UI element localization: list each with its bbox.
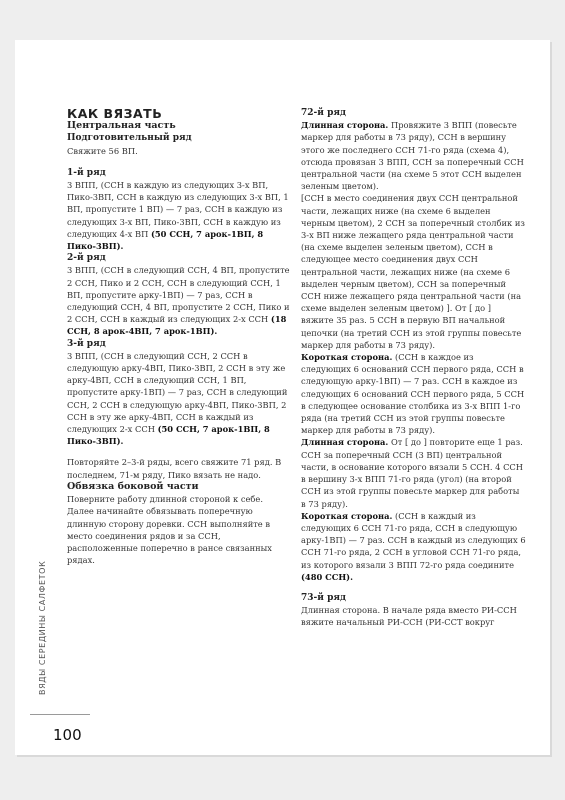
long-side-1-label: Длинная сторона. <box>301 120 389 131</box>
row3-text: 3 ВПП, (ССН в следующий ССН, 2 ССН в следующую арку-4ВП, Пико-3ВП, 2 ССН в эту же арку-4ВП, ССН в следующий ССН, 1 ВП, пропустите арку-1ВП) — 7 раз, ССН в следующий ССН, 2 ССН в следующую арку-4ВП, Пико-3ВП, 2 ССН в эту же арку-4ВП, ССН в каждый из следующих 2-х ССН <box>67 350 288 435</box>
page-number: 100 <box>53 726 82 744</box>
long-side-1-text: Провяжите 3 ВПП (повесьте маркер для работы в 73 ряду), ССН в вершину этого же последнего ССН 71-го ряда (схема 4), отсюда провязан 3 ВПП, ССН за поперечный ССН центральной части (на схеме 5 этот ССН выделен зеленым цветом). <box>301 120 524 192</box>
short-side-2-label: Короткая сторона. <box>301 510 393 521</box>
short-side-1 <box>301 351 526 436</box>
long-side-2-label: Длинная сторона. <box>301 437 389 448</box>
repeat-text: Повторяйте 2–3-й ряды, всего свяжите 71 ряд. В последнем, 71-м ряду, Пико вязать не надо. <box>67 457 282 480</box>
page-title: КАК ВЯЗАТЬ <box>67 106 163 121</box>
prep-row-heading: Подготовительный ряд <box>67 133 192 144</box>
row73-text: Длинная сторона. В начале ряда вместо РИ-ССН вяжите начальный РИ-ССН (РИ-ССТ вокруг <box>301 605 517 628</box>
row2-heading: 2-й ряд <box>67 253 106 264</box>
row3-paragraph <box>67 350 292 448</box>
left-column <box>67 108 292 566</box>
side-running-title: ВЯДЫ СЕРЕДИНЫ САЛФЕТОК <box>38 560 47 695</box>
row2-paragraph <box>67 264 292 337</box>
row3-total: (50 ССН, 7 арок-1ВП, 8 Пико-3ВП). <box>67 424 270 447</box>
right-column <box>301 107 526 629</box>
row2-total: (18 ССН, 8 арок-4ВП, 7 арок-1ВП). <box>67 314 287 337</box>
row1-paragraph <box>67 179 292 252</box>
short-side-2 <box>301 510 526 583</box>
long-side-1 <box>301 119 526 192</box>
section-heading-side: Обвязка боковой части <box>67 480 199 492</box>
short-side-2-total: (480 ССН). <box>301 571 353 582</box>
long-side-2-text: От [ до ] повторите еще 1 раз. ССН за поперечный ССН (3 ВП) центральной части, в основание которого вязали 5 ССН. 4 ССН в вершину 3-х ВПП 71-го ряда (угол) (на второй ССН из этой группы повесьте маркер для работы в 73 ряду). <box>301 437 524 509</box>
row2-text: 3 ВПП, (ССН в следующий ССН, 4 ВП, пропустите 2 ССН, Пико и 2 ССН, ССН в следующий ССН, 1 ВП, пропустите арку-1ВП) — 7 раз, ССН в следующий ССН, 4 ВП, пропустите 2 ССН, Пико и 2 ССН, ССН в каждый из следующих 2-х ССН <box>67 265 290 325</box>
short-side-1-text: (ССН в каждое из следующих 6 оснований ССН первого ряда, ССН в следующую арку-1ВП) — 7 раз. ССН в каждое из следующих 6 оснований ССН первого ряда, 5 ССН в следующее основание столбика из 3-х ВПП 1-го ряда (на третий ССН из этой группы повесьте маркер для работы в 73 ряду). <box>301 352 525 436</box>
footer-divider <box>30 714 90 715</box>
row3-heading: 3-й ряд <box>67 338 106 349</box>
row1-total: (50 ССН, 7 арок-1ВП, 8 Пико-3ВП). <box>67 228 264 252</box>
row1-heading: 1-й ряд <box>67 167 106 178</box>
row73-heading: 73-й ряд <box>301 592 347 603</box>
row1-text: 3 ВПП, (ССН в каждую из следующих 3-х ВП, Пико-3ВП, ССН в каждую из следующих 3-х ВП, 1 ВП, пропустите 1 ВП) — 7 раз, ССН в каждую из следующих 3-х ВП, Пико-3ВП, ССН в каждую из следующих 4-х ВП <box>67 180 289 239</box>
book-page <box>15 40 550 755</box>
side-text: Поверните работу длинной стороной к себе. Далее начинайте обвязывать поперечную длинную сторону доревки. ССН выполняйте в место соединения рядов и за ССН, расположенные поперечно в рансе связанных рядах. <box>67 494 272 566</box>
short-side-1-label: Короткая сторона. <box>301 352 393 363</box>
short-side-2-text: (ССН в каждый из следующих 6 ССН 71-го ряда, ССН в следующую арку-1ВП) — 7 раз. ССН в каждый из следующих 6 ССН 71-го ряда, 2 ССН в угловой ССН 71-го ряда, из которого вязали 3 ВПП 72-го ряда соедините <box>301 510 526 570</box>
long-side-2 <box>301 436 526 509</box>
section-heading-central: Центральная часть <box>67 120 176 132</box>
prep-row-text: Свяжите 56 ВП. <box>67 145 138 156</box>
row72-heading: 72-й ряд <box>301 108 347 118</box>
bracket-text: [ССН в место соединения двух ССН центральной части, лежащих ниже (на схеме 6 выделен черным цветом), 2 ССН за поперечный столбик из 3-х ВП ниже лежащего ряда центральной части (на схеме выделен зеленым цветом), ССН в следующее место соединения двух ССН центральной части, лежащих ниже (на схеме 6 выделен черным цветом), ССН за поперечный ССН ниже лежащего ряда центральной части (на схеме выделен зеленым цветом) ]. От [ до ] вяжите 35 раз. 5 ССН в первую ВП начальной цепочки (на третий ССН из этой группы повесьте маркер для работы в 73 ряду). <box>301 193 525 350</box>
